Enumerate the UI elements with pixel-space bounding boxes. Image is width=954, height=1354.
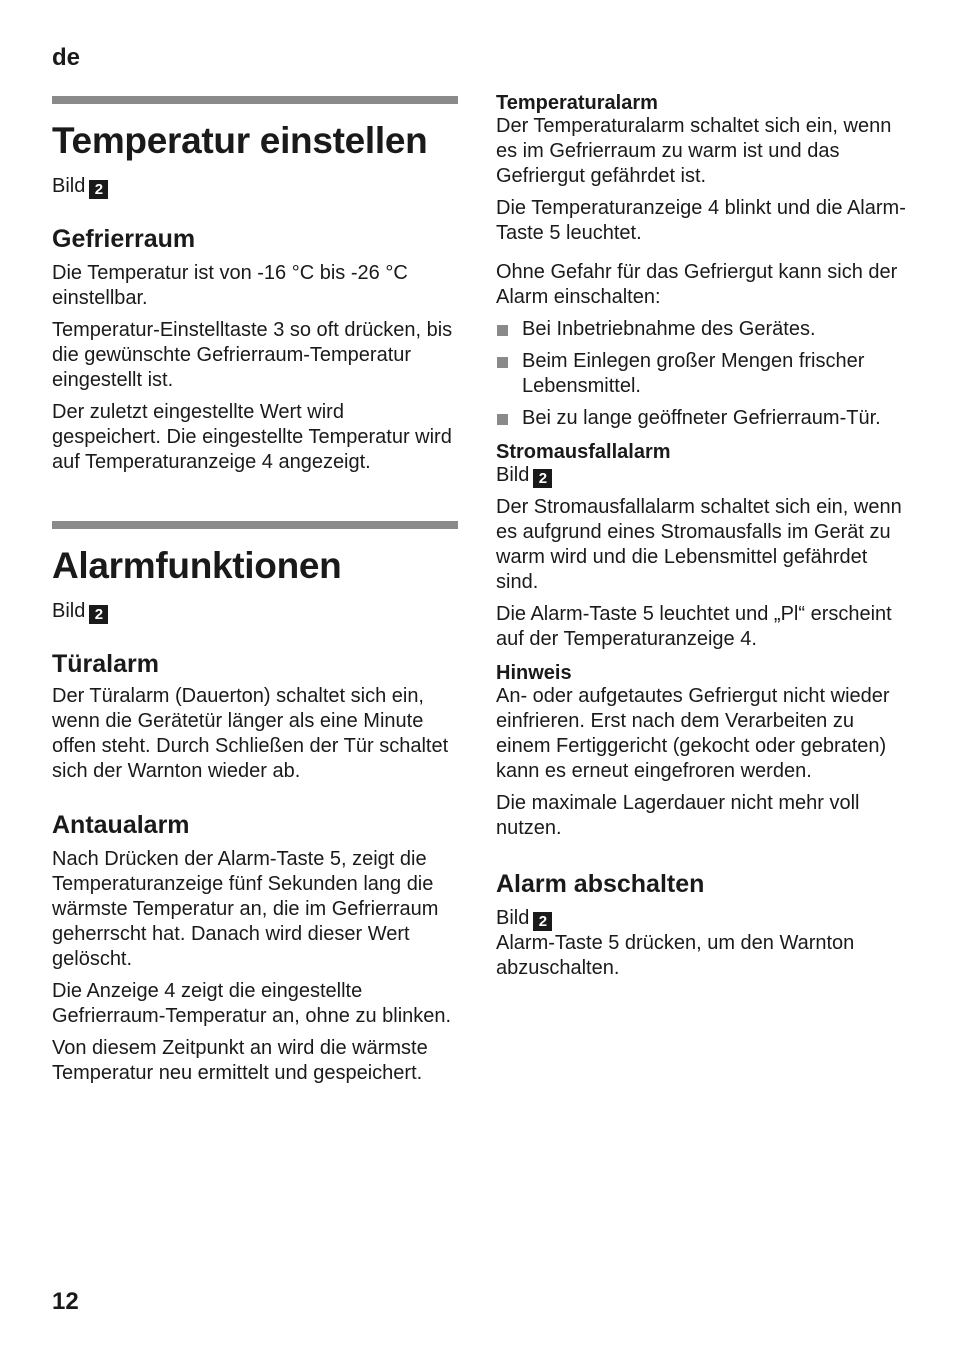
- paragraph: Alarm-Taste 5 drücken, um den Warnton abzuschalten.: [496, 932, 855, 979]
- page-number: 12: [52, 1288, 79, 1315]
- subheading-hinweis: Hinweis: [496, 662, 572, 684]
- figure-reference: [496, 906, 906, 931]
- paragraph: Der Stromausfallalarm schaltet sich ein, wenn es aufgrund eines Stromausfalls im Gerät zu warm wird und die Lebensmittel gefährdet sind.: [496, 496, 902, 593]
- figure-number-badge: 2: [89, 180, 108, 199]
- figure-number-badge: 2: [533, 912, 552, 931]
- language-label: de: [52, 44, 81, 71]
- list-item: [496, 317, 906, 342]
- figure-reference: [52, 174, 458, 199]
- paragraph: Die maximale Lagerdauer nicht mehr voll nutzen.: [496, 792, 860, 839]
- list-item-text: Bei Inbetriebnahme des Gerätes.: [522, 318, 816, 340]
- subheading-gefrierraum: Gefrierraum: [52, 225, 196, 253]
- bullet-square-icon: [497, 414, 508, 425]
- section-divider: [52, 521, 458, 529]
- section-title-alarmfunktionen: Alarmfunktionen: [52, 545, 342, 586]
- figure-label: Bild: [496, 907, 530, 929]
- subheading-temperaturalarm: Temperaturalarm: [496, 92, 658, 114]
- left-column: [52, 96, 458, 1086]
- bullet-square-icon: [497, 357, 508, 368]
- paragraph: Der Türalarm (Dauerton) schaltet sich ein, wenn die Gerätetür länger als eine Minute offen steht. Durch Schließen der Tür schaltet sich der Warnton wieder ab.: [52, 685, 449, 782]
- right-column: [496, 92, 906, 981]
- figure-number-badge: 2: [89, 605, 108, 624]
- paragraph: Die Temperatur ist von -16 °C bis -26 °C einstellbar.: [52, 262, 408, 309]
- list-item: [496, 406, 906, 431]
- figure-label: Bild: [496, 464, 530, 486]
- list-item-text: Beim Einlegen großer Mengen frischer Lebensmittel.: [522, 350, 865, 397]
- paragraph: Der zuletzt eingestellte Wert wird gespeichert. Die eingestellte Temperatur wird auf Temperaturanzeige 4 angezeigt.: [52, 401, 452, 473]
- section-divider: [52, 96, 458, 104]
- bullet-square-icon: [497, 325, 508, 336]
- list-item-text: Bei zu lange geöffneter Gefrierraum-Tür.: [522, 407, 881, 429]
- figure-reference: [496, 463, 906, 488]
- paragraph: Von diesem Zeitpunkt an wird die wärmste Temperatur neu ermittelt und gespeichert.: [52, 1037, 428, 1084]
- figure-label: Bild: [52, 600, 86, 622]
- paragraph: An- oder aufgetautes Gefriergut nicht wieder einfrieren. Erst nach dem Verarbeiten zu einem Fertiggericht (gekocht oder gebraten) kann es erneut eingefroren werden.: [496, 685, 890, 782]
- section-title-temperatur: Temperatur einstellen: [52, 120, 428, 161]
- subheading-alarm-abschalten: Alarm abschalten: [496, 870, 705, 898]
- paragraph: Die Alarm-Taste 5 leuchtet und „Pl“ erscheint auf der Temperaturanzeige 4.: [496, 603, 892, 650]
- paragraph: Die Temperaturanzeige 4 blinkt und die Alarm-Taste 5 leuchtet.: [496, 197, 906, 244]
- figure-number-badge: 2: [533, 469, 552, 488]
- paragraph: Ohne Gefahr für das Gefriergut kann sich der Alarm einschalten:: [496, 261, 898, 308]
- figure-label: Bild: [52, 175, 86, 197]
- condition-list: [496, 317, 906, 431]
- paragraph: Der Temperaturalarm schaltet sich ein, wenn es im Gefrierraum zu warm ist und das Gefriergut gefährdet ist.: [496, 115, 892, 187]
- list-item: [496, 349, 906, 399]
- subheading-turalarm: Türalarm: [52, 650, 159, 678]
- subheading-stromausfallalarm: Stromausfallalarm: [496, 441, 671, 463]
- paragraph: Nach Drücken der Alarm-Taste 5, zeigt die Temperaturanzeige fünf Sekunden lang die wärmste Temperatur an, die im Gefrierraum geherrscht hat. Danach wird dieser Wert gelöscht.: [52, 848, 439, 970]
- paragraph: Die Anzeige 4 zeigt die eingestellte Gefrierraum-Temperatur an, ohne zu blinken.: [52, 980, 452, 1027]
- subheading-antaualarm: Antaualarm: [52, 811, 190, 839]
- figure-reference: [52, 599, 458, 624]
- paragraph: Temperatur-Einstelltaste 3 so oft drücken, bis die gewünschte Gefrierraum-Temperatur eingestellt ist.: [52, 319, 453, 391]
